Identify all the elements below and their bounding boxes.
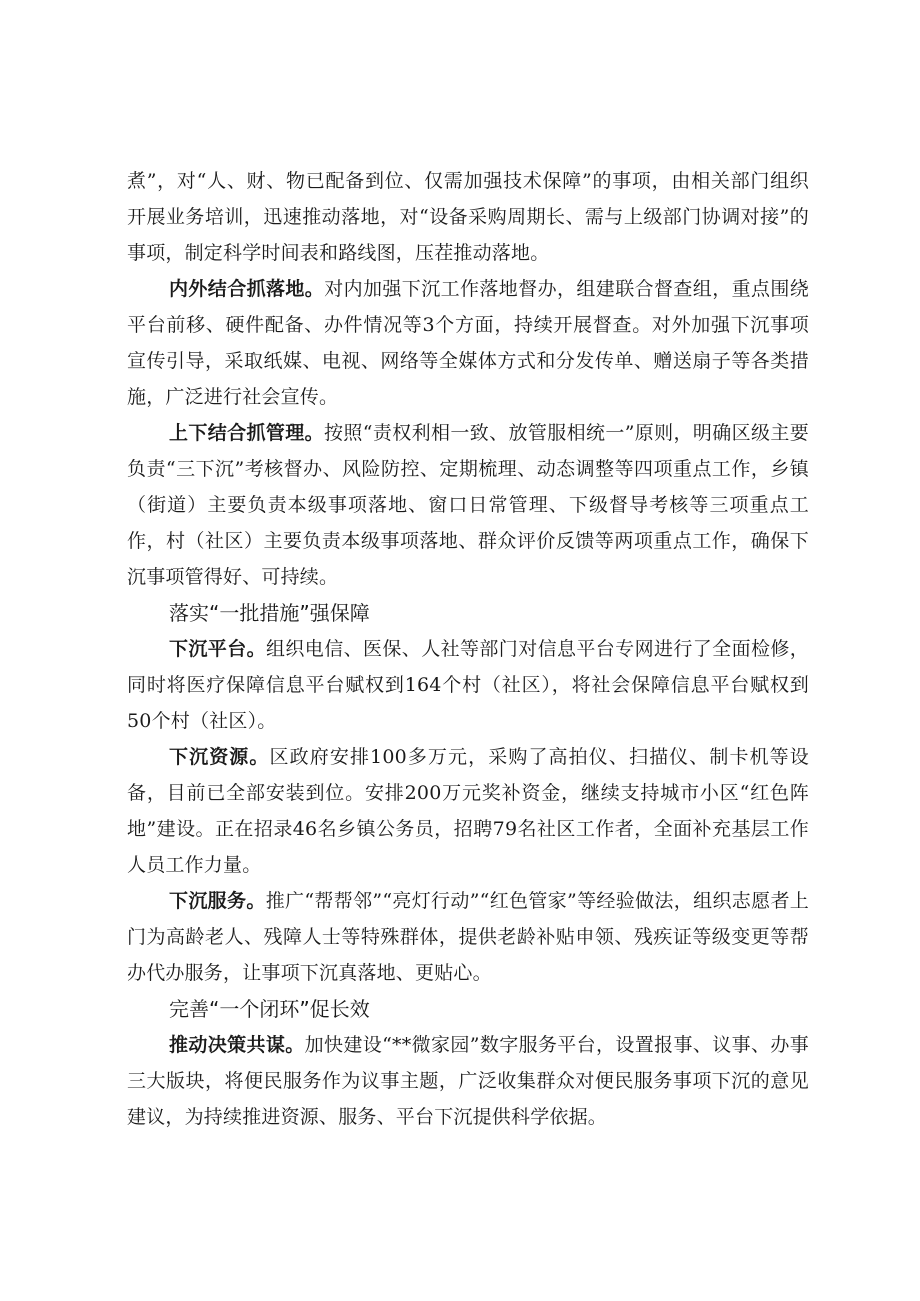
paragraph-text: 推广“帮帮邻”“亮灯行动”“红色管家”等经验做法，组织志愿者上门为高龄老人、残障人士等特殊群体，提供老龄补贴申领、残疾证等级变更等帮办代办服务，让事项下沉真落地、更贴心。: [127, 890, 809, 984]
paragraph-lead: 下沉服务。: [169, 890, 266, 912]
paragraph-text: 区政府安排100多万元，采购了高拍仪、扫描仪、制卡机等设备，目前已全部安装到位。安排200万元奖补资金，继续支持城市小区“红色阵地”建设。正在招录46名乡镇公务员，招聘79名社区工作者，全面补充基层工作人员工作力量。: [127, 746, 809, 876]
section-heading: 完善“一个闭环”促长效: [169, 997, 370, 1021]
paragraph-text: 按照“责权利相一致、放管服相统一”原则，明确区级主要负责“三下沉”考核督办、风险防控、定期梳理、动态调整等四项重点工作，乡镇（街道）主要负责本级事项落地、窗口日常管理、下级督导考核等三项重点工作，村（社区）主要负责本级事项落地、群众评价反馈等两项重点工作，确保下沉事项管得好、可持续。: [127, 422, 809, 588]
paragraph-platform: [127, 631, 809, 739]
paragraph-lead: 下沉资源。: [169, 746, 270, 768]
paragraph-inner-outer: [127, 271, 809, 415]
paragraph-lead: 推动决策共谋。: [169, 1034, 305, 1056]
document-page: [127, 163, 809, 1135]
paragraph-lead: 下沉平台。: [169, 638, 266, 660]
paragraph-decision: [127, 1027, 809, 1135]
paragraph-lead: 上下结合抓管理。: [169, 422, 324, 444]
paragraph-upper-lower: [127, 415, 809, 595]
paragraph-text: 对内加强下沉工作落地督办，组建联合督查组，重点围绕平台前移、硬件配备、办件情况等3个方面，持续开展督查。对外加强下沉事项宣传引导，采取纸媒、电视、网络等全媒体方式和分发传单、赠送扇子等各类措施，广泛进行社会宣传。: [127, 278, 809, 408]
paragraph-services: [127, 883, 809, 991]
paragraph-text: 组织电信、医保、人社等部门对信息平台专网进行了全面检修，同时将医疗保障信息平台赋权到164个村（社区），将社会保障信息平台赋权到50个村（社区）。: [127, 638, 809, 732]
continuation-paragraph: 煮”，对“人、财、物已配备到位、仅需加强技术保障”的事项，由相关部门组织开展业务培训，迅速推动落地，对“设备采购周期长、需与上级部门协调对接”的事项，制定科学时间表和路线图，压茬推动落地。: [127, 170, 809, 264]
paragraph-resources: [127, 739, 809, 883]
paragraph-text: 加快建设“**微家园”数字服务平台，设置报事、议事、办事三大版块，将便民服务作为议事主题，广泛收集群众对便民服务事项下沉的意见建议，为持续推进资源、服务、平台下沉提供科学依据。: [127, 1034, 809, 1128]
paragraph-lead: 内外结合抓落地。: [169, 278, 325, 300]
section-heading: 落实“一批措施”强保障: [169, 601, 370, 625]
